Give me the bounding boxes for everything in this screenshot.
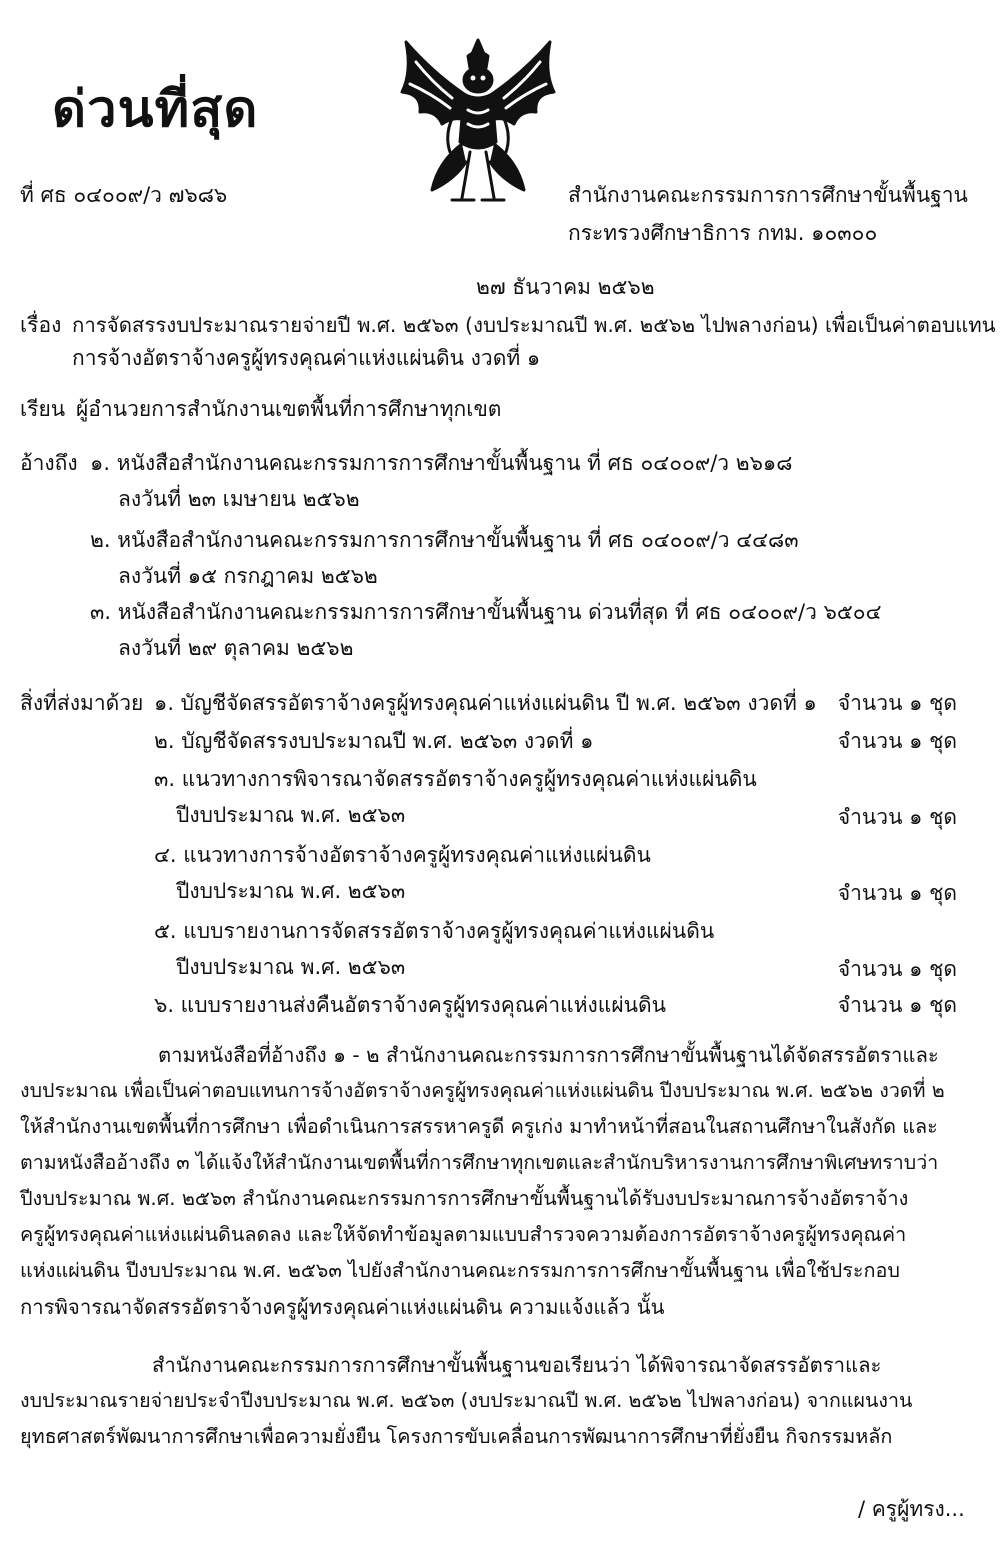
reference-item: ๒. หนังสือสำนักงานคณะกรรมการการศึกษาขั้นพื้นฐาน ที่ ศธ ๐๔๐๐๙/ว ๔๔๘๓: [90, 528, 799, 552]
reference-item: ๑. หนังสือสำนักงานคณะกรรมการการศึกษาขั้นพื้นฐาน ที่ ศธ ๐๔๐๐๙/ว ๒๖๑๘: [90, 451, 793, 475]
enclosure-item: ๔. แนวทางการจ้างอัตราจ้างครูผู้ทรงคุณค่าแห่งแผ่นดิน: [154, 843, 651, 867]
enclosure-item: ๓. แนวทางการพิจารณาจัดสรรอัตราจ้างครูผู้ทรงคุณค่าแห่งแผ่นดิน: [154, 767, 757, 791]
enclosure-label: สิ่งที่ส่งมาด้วย: [20, 691, 144, 715]
reference-item-date: ลงวันที่ ๑๕ กรกฎาคม ๒๕๖๒: [118, 564, 378, 588]
urgency-stamp: ด่วนที่สุด: [52, 80, 259, 138]
enclosure-item: ๑. บัญชีจัดสรรอัตราจ้างครูผู้ทรงคุณค่าแห่งแผ่นดิน ปี พ.ศ. ๒๕๖๓ งวดที่ ๑: [154, 691, 817, 715]
enclosure-item-cont: ปีงบประมาณ พ.ศ. ๒๕๖๓: [176, 955, 406, 979]
body-paragraph-1-line: การพิจารณาจัดสรรอัตราจ้างครูผู้ทรงคุณค่าแห่งแผ่นดิน ความแจ้งแล้ว นั้น: [20, 1295, 665, 1319]
reference-label: อ้างถึง: [20, 451, 78, 475]
enclosure-item: ๖. แบบรายงานส่งคืนอัตราจ้างครูผู้ทรงคุณค่าแห่งแผ่นดิน: [154, 993, 666, 1017]
body-paragraph-1-line: ปีงบประมาณ พ.ศ. ๒๕๖๓ สำนักงานคณะกรรมการการศึกษาขั้นพื้นฐานได้รับงบประมาณการจ้างอัตราจ้าง: [20, 1187, 909, 1210]
subject-label: เรื่อง: [20, 313, 62, 337]
garuda-emblem: [392, 32, 564, 207]
enclosure-amount: จำนวน ๑ ชุด: [837, 993, 957, 1017]
enclosure-amount: จำนวน ๑ ชุด: [837, 957, 957, 981]
page-continuation: / ครูผู้ทรง...: [858, 1497, 965, 1521]
office-address: กระทรวงศึกษาธิการ กทม. ๑๐๓๐๐: [568, 221, 878, 245]
body-paragraph-2-line: งบประมาณรายจ่ายประจำปีงบประมาณ พ.ศ. ๒๕๖๓ (งบประมาณปี พ.ศ. ๒๕๖๒ ไปพลางก่อน) จากแผนงาน: [20, 1389, 913, 1412]
body-paragraph-2-line: ยุทธศาสตร์พัฒนาการศึกษาเพื่อความยั่งยืน โครงการขับเคลื่อนการพัฒนาการศึกษาที่ยั่งยืน กิจกรรมหลัก: [20, 1425, 893, 1448]
enclosure-item: ๕. แบบรายงานการจัดสรรอัตราจ้างครูผู้ทรงคุณค่าแห่งแผ่นดิน: [154, 919, 715, 943]
body-paragraph-1-line: แห่งแผ่นดิน ปีงบประมาณ พ.ศ. ๒๕๖๓ ไปยังสำนักงานคณะกรรมการการศึกษาขั้นพื้นฐาน เพื่อใช้ประกอบ: [20, 1259, 900, 1282]
enclosure-item-cont: ปีงบประมาณ พ.ศ. ๒๕๖๓: [176, 803, 406, 827]
enclosure-item-cont: ปีงบประมาณ พ.ศ. ๒๕๖๓: [176, 879, 406, 903]
document-number: ที่ ศธ ๐๔๐๐๙/ว ๗๖๘๖: [20, 183, 228, 207]
salutation-label: เรียน: [20, 397, 66, 421]
body-paragraph-1-line: ครูผู้ทรงคุณค่าแห่งแผ่นดินลดลง และให้จัดทำข้อมูลตามแบบสำรวจความต้องการอัตราจ้างครูผู้ทรงคุณค่า: [20, 1223, 907, 1246]
reference-item-date: ลงวันที่ ๒๙ ตุลาคม ๒๕๖๒: [118, 636, 354, 660]
reference-item-date: ลงวันที่ ๒๓ เมษายน ๒๕๖๒: [118, 487, 360, 511]
body-paragraph-1-line: ให้สำนักงานเขตพื้นที่การศึกษา เพื่อดำเนินการสรรหาครูดี ครูเก่ง มาทำหน้าที่สอนในสถานศึกษาในสังกัด และ: [20, 1115, 938, 1138]
subject-text-line1: การจัดสรรงบประมาณรายจ่ายปี พ.ศ. ๒๕๖๓ (งบประมาณปี พ.ศ. ๒๕๖๒ ไปพลางก่อน) เพื่อเป็นค่าตอบแทน: [72, 313, 996, 337]
office-name: สำนักงานคณะกรรมการการศึกษาขั้นพื้นฐาน: [568, 183, 968, 207]
body-paragraph-2-line: สำนักงานคณะกรรมการการศึกษาขั้นพื้นฐานขอเรียนว่า ได้พิจารณาจัดสรรอัตราและ: [152, 1353, 882, 1377]
body-paragraph-1-line: ตามหนังสือที่อ้างถึง ๑ - ๒ สำนักงานคณะกรรมการการศึกษาขั้นพื้นฐานได้จัดสรรอัตราและ: [158, 1043, 939, 1067]
body-paragraph-1-line: ตามหนังสืออ้างถึง ๓ ได้แจ้งให้สำนักงานเขตพื้นที่การศึกษาทุกเขตและสำนักบริหารงานการศึกษาพิเศษทราบว่า: [20, 1151, 939, 1174]
enclosure-amount: จำนวน ๑ ชุด: [837, 805, 957, 829]
enclosure-amount: จำนวน ๑ ชุด: [837, 729, 957, 753]
enclosure-amount: จำนวน ๑ ชุด: [837, 881, 957, 905]
body-paragraph-1-line: งบประมาณ เพื่อเป็นค่าตอบแทนการจ้างอัตราจ้างครูผู้ทรงคุณค่าแห่งแผ่นดิน ปีงบประมาณ พ.ศ. ๒๕๖๒ งวดที่ ๒: [20, 1079, 945, 1102]
subject-text-line2: การจ้างอัตราจ้างครูผู้ทรงคุณค่าแห่งแผ่นดิน งวดที่ ๑: [72, 346, 541, 370]
enclosure-item: ๒. บัญชีจัดสรรงบประมาณปี พ.ศ. ๒๕๖๓ งวดที่ ๑: [154, 729, 594, 753]
enclosure-amount: จำนวน ๑ ชุด: [837, 691, 957, 715]
salutation-recipient: ผู้อำนวยการสำนักงานเขตพื้นที่การศึกษาทุกเขต: [76, 397, 502, 421]
document-date: ๒๗ ธันวาคม ๒๕๖๒: [476, 275, 655, 299]
reference-item: ๓. หนังสือสำนักงานคณะกรรมการการศึกษาขั้นพื้นฐาน ด่วนที่สุด ที่ ศธ ๐๔๐๐๙/ว ๖๕๐๔: [90, 600, 882, 624]
